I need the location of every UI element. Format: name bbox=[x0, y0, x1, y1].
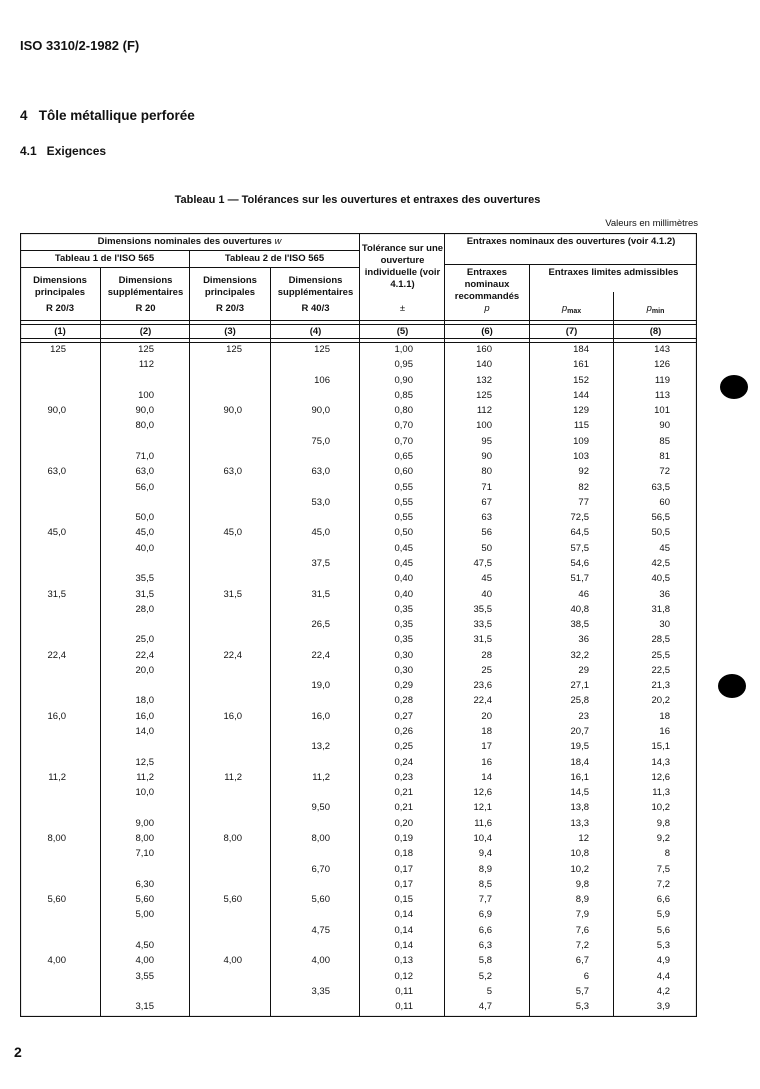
table-cell: 5,8 bbox=[478, 955, 492, 967]
table-cell: 14,0 bbox=[135, 726, 154, 737]
table-cell: 20,2 bbox=[651, 695, 670, 707]
table-cell: 36 bbox=[578, 634, 589, 646]
table-cell: 0,17 bbox=[394, 878, 413, 890]
table-cell: 4,00 bbox=[311, 955, 330, 967]
table-cell: 0,26 bbox=[394, 726, 413, 737]
table-cell: 11,2 bbox=[224, 771, 242, 783]
table-cell: 14,5 bbox=[570, 787, 589, 799]
table-cell: 40,8 bbox=[570, 603, 589, 615]
table-cell: 45,0 bbox=[135, 527, 154, 539]
table-cell: 16,1 bbox=[570, 771, 589, 783]
table-cell: 37,5 bbox=[311, 557, 330, 569]
table-cell: 45,0 bbox=[223, 527, 242, 539]
colnum-3: (3) bbox=[224, 326, 236, 337]
table-cell: 10,2 bbox=[570, 863, 589, 875]
table-cell: 7,5 bbox=[656, 863, 670, 875]
table-cell: 63,0 bbox=[311, 466, 330, 478]
table-cell: 35,5 bbox=[135, 573, 154, 585]
table-cell: 0,50 bbox=[394, 527, 413, 539]
table-title: Tableau 1 — Tolérances sur les ouvertures et entraxes des ouvertures bbox=[174, 194, 541, 206]
table-cell: 38,5 bbox=[570, 619, 589, 630]
colnum-4: (4) bbox=[309, 326, 322, 337]
table-cell: 106 bbox=[314, 374, 330, 386]
table-cell: 9,2 bbox=[656, 833, 670, 844]
table-cell: 16,0 bbox=[47, 710, 66, 722]
table-cell: 4,00 bbox=[47, 955, 66, 967]
table-cell: 40 bbox=[481, 588, 492, 600]
table-cell: 31,5 bbox=[223, 588, 242, 600]
table-cell: 112 bbox=[476, 405, 492, 417]
table-cell: 8,9 bbox=[478, 863, 492, 875]
table-cell: 5,60 bbox=[135, 894, 154, 906]
table-cell: 113 bbox=[654, 389, 670, 401]
table-cell: 16 bbox=[481, 756, 492, 768]
symbol-col7 bbox=[530, 303, 613, 318]
table-cell: 64,5 bbox=[570, 527, 589, 539]
table-cell: 45 bbox=[659, 542, 670, 554]
table-cell: 36 bbox=[659, 588, 670, 600]
table-cell: 80 bbox=[481, 466, 492, 478]
table-cell: 11,2 bbox=[312, 771, 330, 783]
table-cell: 100 bbox=[138, 389, 154, 401]
table-cell: 5,2 bbox=[478, 970, 492, 982]
table-cell: 85 bbox=[659, 435, 670, 447]
table-cell: 5,60 bbox=[223, 894, 242, 906]
table-cell: 9,8 bbox=[575, 878, 589, 890]
table-cell: 0,65 bbox=[394, 451, 413, 462]
table-cell: 30 bbox=[659, 619, 670, 630]
subsection-title: 4.1 Exigences bbox=[20, 144, 107, 158]
table-cell: 7,2 bbox=[575, 939, 589, 951]
table-cell: 63,5 bbox=[651, 481, 670, 493]
table-cell: 16 bbox=[659, 726, 670, 737]
table-cell: 132 bbox=[476, 374, 492, 386]
table-cell: 12,6 bbox=[473, 787, 492, 799]
table-cell: 0,17 bbox=[394, 863, 413, 875]
table-cell: 29 bbox=[578, 664, 589, 676]
table-cell: 81 bbox=[659, 451, 670, 462]
symbol-max: max bbox=[567, 308, 582, 315]
table-cell: 90,0 bbox=[311, 405, 330, 417]
page-number: 2 bbox=[14, 1044, 22, 1060]
table-cell: 19,0 bbox=[311, 680, 330, 692]
table-cell: 0,29 bbox=[394, 680, 413, 692]
symbol-col3: R 20/3 bbox=[216, 303, 244, 314]
table-cell: 5 bbox=[486, 985, 492, 997]
table-cell: 13,3 bbox=[570, 817, 589, 829]
table-cell: 0,27 bbox=[394, 710, 413, 722]
table-cell: 9,50 bbox=[311, 802, 330, 814]
header-dimensions-label: Dimensions nominales des ouvertures bbox=[97, 236, 272, 247]
symbol-p: p bbox=[646, 303, 652, 314]
table-cell: 12,5 bbox=[135, 756, 154, 768]
header-w-symbol: w bbox=[274, 236, 282, 247]
table-cell: 5,7 bbox=[575, 985, 589, 997]
table-cell: 5,00 bbox=[135, 909, 154, 921]
table-cell: 31,5 bbox=[47, 588, 66, 600]
table-cell: 25,0 bbox=[135, 634, 154, 646]
table-cell: 28,0 bbox=[135, 603, 154, 615]
table-grid-lines bbox=[20, 233, 697, 1017]
table-cell: 31,5 bbox=[135, 588, 154, 600]
table-cell: 4,00 bbox=[223, 955, 242, 967]
table-cell: 75,0 bbox=[311, 435, 330, 447]
table-cell: 71,0 bbox=[135, 451, 154, 462]
table-cell: 0,21 bbox=[394, 787, 413, 799]
header-col3: Dimensions principales bbox=[203, 275, 257, 298]
table-cell: 15,1 bbox=[651, 741, 670, 753]
table-cell: 50,5 bbox=[651, 527, 670, 539]
table-cell: 50,0 bbox=[135, 512, 154, 524]
table-cell: 16,0 bbox=[311, 710, 330, 722]
table-cell: 11,2 bbox=[136, 771, 154, 783]
table-cell: 27,1 bbox=[570, 680, 589, 692]
symbol-col5: ± bbox=[399, 303, 406, 314]
table-cell: 56 bbox=[481, 527, 492, 539]
table-cell: 21,3 bbox=[651, 680, 670, 692]
table-cell: 0,70 bbox=[394, 435, 413, 447]
table-cell: 9,4 bbox=[478, 848, 492, 860]
table-cell: 57,5 bbox=[570, 542, 589, 554]
table-cell: 9,8 bbox=[656, 817, 670, 829]
table-cell: 0,13 bbox=[394, 955, 413, 967]
table-cell: 100 bbox=[476, 420, 492, 432]
header-col6: Entraxes nominaux recommandés bbox=[454, 267, 520, 302]
table-cell: 18,0 bbox=[135, 695, 154, 707]
table-cell: 0,11 bbox=[395, 985, 413, 997]
table-cell: 140 bbox=[476, 359, 492, 371]
table-cell: 23 bbox=[578, 710, 589, 722]
table-cell: 67 bbox=[481, 496, 492, 508]
table-cell: 18 bbox=[481, 726, 492, 737]
table-cell: 45,0 bbox=[47, 527, 66, 539]
table-cell: 7,9 bbox=[575, 909, 589, 921]
table-cell: 80,0 bbox=[135, 420, 154, 432]
table-cell: 0,80 bbox=[394, 405, 413, 417]
table-cell: 14,3 bbox=[651, 756, 670, 768]
table-cell: 8,00 bbox=[47, 833, 66, 844]
table-cell: 10,8 bbox=[570, 848, 589, 860]
symbol-col2: R 20 bbox=[135, 303, 156, 314]
table-cell: 53,0 bbox=[311, 496, 330, 508]
table-cell: 8 bbox=[664, 848, 670, 860]
table-cell: 33,5 bbox=[473, 619, 492, 630]
binding-hole-mark bbox=[720, 375, 748, 399]
table-cell: 4,75 bbox=[311, 924, 330, 936]
table-cell: 0,21 bbox=[394, 802, 413, 814]
table-cell: 0,35 bbox=[394, 634, 413, 646]
table-cell: 8,5 bbox=[478, 878, 492, 890]
table-cell: 0,18 bbox=[394, 848, 413, 860]
table-cell: 6,7 bbox=[575, 955, 589, 967]
table-cell: 22,4 bbox=[47, 649, 66, 661]
table-cell: 160 bbox=[476, 344, 492, 355]
section-title: 4 Tôle métallique perforée bbox=[20, 108, 195, 123]
table-cell: 6,9 bbox=[478, 909, 492, 921]
table-cell: 3,9 bbox=[656, 1001, 670, 1012]
table-cell: 63,0 bbox=[223, 466, 242, 478]
table-cell: 56,0 bbox=[135, 481, 154, 493]
table-cell: 16,0 bbox=[135, 710, 154, 722]
header-limites: Entraxes limites admissibles bbox=[548, 267, 679, 278]
table-cell: 20,7 bbox=[570, 726, 589, 737]
table-cell: 17 bbox=[481, 741, 492, 753]
header-dimensions-group bbox=[20, 236, 359, 248]
tolerance-table bbox=[20, 233, 697, 1017]
units-note: Valeurs en millimètres bbox=[605, 218, 698, 229]
table-cell: 0,45 bbox=[394, 542, 413, 554]
table-cell: 3,35 bbox=[311, 985, 330, 997]
table-cell: 8,9 bbox=[575, 894, 589, 906]
table-cell: 0,55 bbox=[394, 512, 413, 524]
table-cell: 0,24 bbox=[394, 756, 413, 768]
table-cell: 119 bbox=[654, 374, 670, 386]
table-cell: 1,00 bbox=[394, 344, 413, 355]
table-cell: 0,25 bbox=[394, 741, 413, 753]
header-tableau2: Tableau 2 de l'ISO 565 bbox=[224, 253, 325, 264]
table-cell: 63 bbox=[481, 512, 492, 524]
table-cell: 14 bbox=[481, 771, 492, 783]
table-cell: 72 bbox=[659, 466, 670, 478]
symbol-col8 bbox=[614, 303, 697, 318]
table-cell: 125 bbox=[226, 344, 242, 355]
table-cell: 71 bbox=[481, 481, 492, 493]
table-cell: 10,2 bbox=[651, 802, 670, 814]
table-cell: 31,5 bbox=[311, 588, 330, 600]
table-cell: 10,4 bbox=[473, 833, 492, 844]
table-cell: 82 bbox=[578, 481, 589, 493]
table-cell: 125 bbox=[138, 344, 154, 355]
table-cell: 11,2 bbox=[48, 771, 66, 783]
table-cell: 90,0 bbox=[135, 405, 154, 417]
table-cell: 31,8 bbox=[651, 603, 670, 615]
table-cell: 56,5 bbox=[651, 512, 670, 524]
table-cell: 22,4 bbox=[311, 649, 330, 661]
table-cell: 0,14 bbox=[394, 939, 413, 951]
table-cell: 25,5 bbox=[651, 649, 670, 661]
table-cell: 4,7 bbox=[478, 1001, 492, 1012]
colnum-2: (2) bbox=[139, 326, 152, 337]
table-cell: 42,5 bbox=[651, 557, 670, 569]
table-cell: 20 bbox=[481, 710, 492, 722]
table-cell: 13,2 bbox=[311, 741, 330, 753]
table-cell: 101 bbox=[654, 405, 670, 417]
header-entraxes-group: Entraxes nominaux des ouvertures (voir 4.1.2) bbox=[466, 236, 676, 247]
table-cell: 45 bbox=[481, 573, 492, 585]
table-cell: 72,5 bbox=[570, 512, 589, 524]
table-cell: 28 bbox=[481, 649, 492, 661]
table-cell: 4,9 bbox=[656, 955, 670, 967]
table-cell: 90,0 bbox=[47, 405, 66, 417]
table-cell: 32,2 bbox=[570, 649, 589, 661]
table-cell: 7,10 bbox=[135, 848, 154, 860]
table-cell: 115 bbox=[573, 420, 589, 432]
table-cell: 23,6 bbox=[473, 680, 492, 692]
table-cell: 0,19 bbox=[394, 833, 413, 844]
table-cell: 5,9 bbox=[656, 909, 670, 921]
table-cell: 54,6 bbox=[570, 557, 589, 569]
table-cell: 51,7 bbox=[570, 573, 589, 585]
table-cell: 0,85 bbox=[394, 389, 413, 401]
table-cell: 60 bbox=[659, 496, 670, 508]
table-cell: 22,5 bbox=[651, 664, 670, 676]
binding-hole-mark bbox=[718, 674, 746, 698]
table-cell: 18,4 bbox=[570, 756, 589, 768]
table-cell: 5,3 bbox=[575, 1001, 589, 1012]
table-cell: 90 bbox=[481, 451, 492, 462]
colnum-7: (7) bbox=[565, 326, 578, 337]
table-cell: 5,60 bbox=[311, 894, 330, 906]
table-cell: 0,28 bbox=[394, 695, 413, 707]
table-cell: 11,3 bbox=[652, 787, 670, 799]
table-cell: 125 bbox=[476, 389, 492, 401]
table-cell: 28,5 bbox=[651, 634, 670, 646]
table-cell: 35,5 bbox=[473, 603, 492, 615]
table-cell: 6 bbox=[583, 970, 589, 982]
table-cell: 16,0 bbox=[223, 710, 242, 722]
table-cell: 5,3 bbox=[656, 939, 670, 951]
table-cell: 0,40 bbox=[394, 573, 413, 585]
symbol-col6: p bbox=[484, 303, 490, 314]
table-cell: 6,6 bbox=[478, 924, 492, 936]
table-cell: 50 bbox=[481, 542, 492, 554]
document-code: ISO 3310/2-1982 (F) bbox=[20, 38, 140, 53]
table-cell: 7,6 bbox=[575, 924, 589, 936]
table-cell: 4,50 bbox=[135, 939, 154, 951]
table-cell: 8,00 bbox=[135, 833, 154, 844]
table-cell: 0,11 bbox=[395, 1001, 413, 1012]
table-cell: 19,5 bbox=[570, 741, 589, 753]
table-cell: 143 bbox=[654, 344, 670, 355]
table-cell: 109 bbox=[573, 435, 589, 447]
table-cell: 125 bbox=[50, 344, 66, 355]
table-cell: 6,70 bbox=[311, 863, 330, 875]
table-cell: 4,2 bbox=[656, 985, 670, 997]
table-cell: 126 bbox=[654, 359, 670, 371]
table-cell: 0,35 bbox=[394, 603, 413, 615]
table-cell: 22,4 bbox=[223, 649, 242, 661]
table-cell: 12,1 bbox=[473, 802, 492, 814]
table-cell: 90,0 bbox=[223, 405, 242, 417]
table-cell: 95 bbox=[481, 435, 492, 447]
table-cell: 40,5 bbox=[651, 573, 670, 585]
table-cell: 0,14 bbox=[394, 924, 413, 936]
table-cell: 0,14 bbox=[394, 909, 413, 921]
table-cell: 4,00 bbox=[135, 955, 154, 967]
table-cell: 5,6 bbox=[656, 924, 670, 936]
table-cell: 5,60 bbox=[47, 894, 66, 906]
table-cell: 0,60 bbox=[394, 466, 413, 478]
table-cell: 20,0 bbox=[135, 664, 154, 676]
table-cell: 11,6 bbox=[474, 817, 492, 829]
table-cell: 0,70 bbox=[394, 420, 413, 432]
table-cell: 0,95 bbox=[394, 359, 413, 371]
table-cell: 0,20 bbox=[394, 817, 413, 829]
table-cell: 92 bbox=[578, 466, 589, 478]
header-col1: Dimensions principales bbox=[33, 275, 87, 298]
table-cell: 0,55 bbox=[394, 496, 413, 508]
table-cell: 0,45 bbox=[394, 557, 413, 569]
table-cell: 7,7 bbox=[478, 894, 492, 906]
table-cell: 0,35 bbox=[394, 619, 413, 630]
symbol-col4: R 40/3 bbox=[301, 303, 330, 314]
header-col2: Dimensions supplémentaires bbox=[107, 275, 184, 298]
table-cell: 12 bbox=[578, 833, 589, 844]
table-cell: 4,4 bbox=[656, 970, 670, 982]
symbol-min: min bbox=[651, 308, 665, 315]
table-cell: 0,30 bbox=[394, 664, 413, 676]
symbol-col1: R 20/3 bbox=[46, 303, 74, 314]
table-cell: 25 bbox=[481, 664, 492, 676]
table-cell: 63,0 bbox=[135, 466, 154, 478]
table-cell: 0,30 bbox=[394, 649, 413, 661]
table-cell: 125 bbox=[314, 344, 330, 355]
table-cell: 129 bbox=[573, 405, 589, 417]
table-cell: 22,4 bbox=[135, 649, 154, 661]
table-cell: 18 bbox=[659, 710, 670, 722]
table-cell: 63,0 bbox=[47, 466, 66, 478]
table-cell: 6,30 bbox=[135, 878, 154, 890]
colnum-8: (8) bbox=[649, 326, 662, 337]
table-cell: 31,5 bbox=[473, 634, 492, 646]
table-cell: 6,6 bbox=[656, 894, 670, 906]
table-cell: 184 bbox=[573, 344, 589, 355]
table-cell: 9,00 bbox=[135, 817, 154, 829]
table-cell: 144 bbox=[573, 389, 589, 401]
table-cell: 0,55 bbox=[394, 481, 413, 493]
header-tolerance: Tolérance sur une ouverture individuelle (voir 4.1.1) bbox=[361, 243, 444, 290]
table-cell: 40,0 bbox=[135, 542, 154, 554]
table-cell: 6,3 bbox=[478, 939, 492, 951]
table-cell: 0,15 bbox=[394, 894, 413, 906]
table-cell: 103 bbox=[573, 451, 589, 462]
colnum-6: (6) bbox=[481, 326, 493, 337]
table-cell: 161 bbox=[573, 359, 589, 371]
table-cell: 25,8 bbox=[570, 695, 589, 707]
table-cell: 152 bbox=[573, 374, 589, 386]
table-cell: 8,00 bbox=[311, 833, 330, 844]
symbol-p: p bbox=[561, 303, 568, 314]
table-cell: 0,23 bbox=[394, 771, 413, 783]
table-cell: 0,12 bbox=[394, 970, 413, 982]
table-cell: 3,55 bbox=[135, 970, 154, 982]
table-cell: 0,40 bbox=[394, 588, 413, 600]
table-cell: 26,5 bbox=[311, 619, 330, 630]
table-cell: 45,0 bbox=[311, 527, 330, 539]
colnum-1: (1) bbox=[54, 326, 66, 337]
table-cell: 47,5 bbox=[473, 557, 492, 569]
header-col4: Dimensions supplémentaires bbox=[277, 275, 354, 298]
table-cell: 77 bbox=[578, 496, 589, 508]
table-cell: 8,00 bbox=[223, 833, 242, 844]
table-cell: 112 bbox=[138, 359, 154, 371]
colnum-5: (5) bbox=[396, 326, 409, 337]
table-cell: 13,8 bbox=[570, 802, 589, 814]
table-cell: 46 bbox=[578, 588, 589, 600]
table-cell: 10,0 bbox=[135, 787, 154, 799]
table-cell: 22,4 bbox=[473, 695, 492, 707]
table-cell: 90 bbox=[659, 420, 670, 432]
table-cell: 12,6 bbox=[651, 771, 670, 783]
table-cell: 7,2 bbox=[656, 878, 670, 890]
table-cell: 0,90 bbox=[394, 374, 413, 386]
header-tableau1: Tableau 1 de l'ISO 565 bbox=[54, 253, 155, 264]
table-cell: 3,15 bbox=[135, 1001, 154, 1012]
